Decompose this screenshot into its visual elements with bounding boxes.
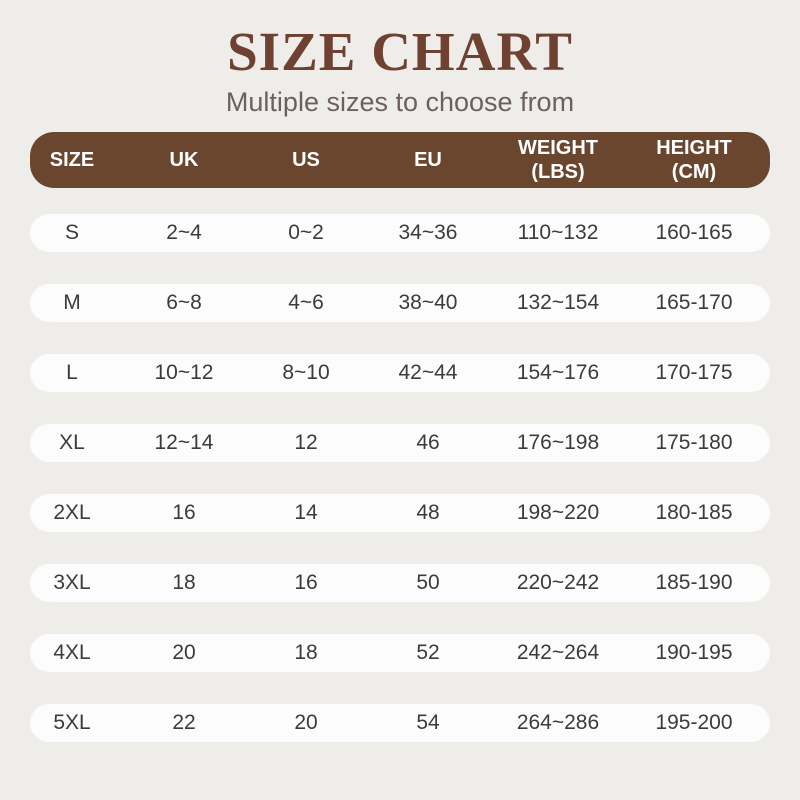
column-header-sublabel: (LBS) [531, 160, 585, 183]
cell-weight-lbs: 132~154 [516, 290, 600, 314]
cell-size: L [66, 360, 78, 384]
table-row-4xl [30, 634, 770, 672]
size-table [30, 132, 770, 742]
cell-size: 4XL [53, 640, 91, 664]
column-header-height-cm [618, 136, 770, 184]
cell-uk: 12~14 [154, 430, 214, 454]
table-row-l [30, 354, 770, 392]
cell-size: XL [59, 430, 85, 454]
cell-eu: 52 [416, 640, 440, 664]
cell-weight-lbs: 154~176 [516, 360, 600, 384]
cell-us: 16 [294, 570, 318, 594]
cell-size: 2XL [53, 500, 91, 524]
cell-eu: 34~36 [398, 220, 458, 244]
cell-eu: 54 [416, 710, 440, 734]
cell-eu: 46 [416, 430, 440, 454]
cell-us: 18 [294, 640, 318, 664]
cell-height-cm: 185-190 [655, 570, 733, 594]
cell-uk: 10~12 [154, 360, 214, 384]
cell-uk: 20 [172, 640, 196, 664]
column-header-label: UK [169, 148, 199, 171]
cell-size: 3XL [53, 570, 91, 594]
column-header-us [254, 148, 358, 172]
cell-size: 5XL [53, 710, 91, 734]
cell-eu: 50 [416, 570, 440, 594]
column-header-eu [358, 148, 498, 172]
cell-uk: 18 [172, 570, 196, 594]
cell-us: 12 [294, 430, 318, 454]
cell-us: 0~2 [288, 220, 324, 244]
column-header-uk [114, 148, 254, 172]
table-row-3xl [30, 564, 770, 602]
cell-weight-lbs: 176~198 [516, 430, 600, 454]
cell-eu: 38~40 [398, 290, 458, 314]
column-header-label: SIZE [49, 148, 95, 171]
column-header-label: WEIGHT [518, 136, 598, 159]
column-header-label: HEIGHT [656, 136, 732, 159]
column-header-label: EU [414, 148, 442, 171]
table-row-5xl [30, 704, 770, 742]
cell-us: 8~10 [282, 360, 330, 384]
cell-weight-lbs: 242~264 [516, 640, 600, 664]
cell-height-cm: 175-180 [655, 430, 733, 454]
column-header-label: US [292, 148, 320, 171]
cell-height-cm: 195-200 [655, 710, 733, 734]
table-row-s [30, 214, 770, 252]
cell-height-cm: 180-185 [655, 500, 733, 524]
cell-weight-lbs: 220~242 [516, 570, 600, 594]
cell-height-cm: 190-195 [655, 640, 733, 664]
table-row-xl [30, 424, 770, 462]
cell-weight-lbs: 198~220 [516, 500, 600, 524]
cell-eu: 42~44 [398, 360, 458, 384]
cell-us: 20 [294, 710, 318, 734]
cell-height-cm: 165-170 [655, 290, 733, 314]
column-header-sublabel: (CM) [671, 160, 717, 183]
cell-us: 4~6 [288, 290, 324, 314]
table-row-2xl [30, 494, 770, 532]
cell-us: 14 [294, 500, 318, 524]
cell-uk: 16 [172, 500, 196, 524]
column-header-weight-lbs [498, 136, 618, 184]
table-header-row [30, 132, 770, 188]
table-row-m [30, 284, 770, 322]
cell-height-cm: 160-165 [655, 220, 733, 244]
page-subtitle: Multiple sizes to choose from [225, 86, 575, 117]
cell-eu: 48 [416, 500, 440, 524]
column-header-size [30, 148, 114, 172]
cell-weight-lbs: 110~132 [517, 220, 599, 244]
cell-height-cm: 170-175 [655, 360, 733, 384]
cell-uk: 2~4 [166, 220, 202, 244]
cell-weight-lbs: 264~286 [516, 710, 600, 734]
cell-size: S [64, 220, 79, 244]
cell-uk: 22 [172, 710, 196, 734]
cell-size: M [63, 290, 81, 314]
page-title: SIZE CHART [227, 21, 573, 82]
cell-uk: 6~8 [166, 290, 202, 314]
